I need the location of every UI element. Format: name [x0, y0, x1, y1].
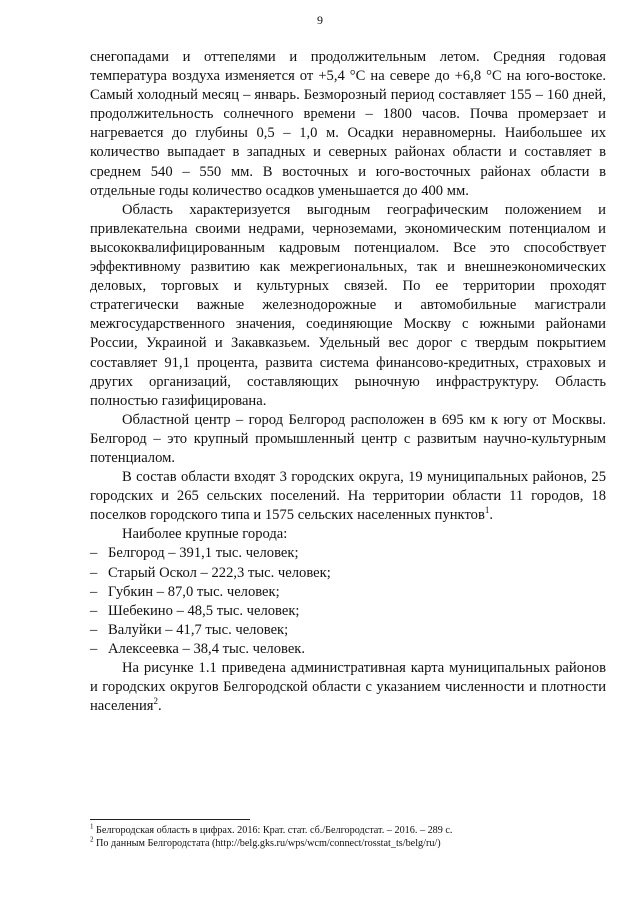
city-entry: Белгород – 391,1 тыс. человек; [108, 545, 299, 562]
city-entry: Валуйки – 41,7 тыс. человек; [108, 621, 289, 638]
list-item [90, 602, 606, 621]
city-entry: Губкин – 87,0 тыс. человек; [108, 583, 280, 600]
city-entry: Алексеевка – 38,4 тыс. человек. [108, 640, 306, 657]
footnote-text: Белгородская область в цифрах. 2016: Крат. стат. сб./Белгородстат. – 2016. – 289 с. [96, 825, 453, 836]
list-item [90, 621, 606, 640]
list-marker: – [90, 621, 98, 638]
list-marker: – [90, 545, 98, 562]
list-marker: – [90, 564, 98, 581]
paragraph-map-reference [90, 659, 606, 716]
footnote-text: По данным Белгородстата (http://belg.gks.ru/wps/wcm/connect/rosstat_ts/belg/ru/) [96, 838, 441, 849]
page-number: 9 [317, 13, 323, 27]
paragraph-climate: снегопадами и оттепелями и продолжительным летом. Средняя годовая температура воздуха изменяется от +5,4 °С на севере до +6,8 °С на юго-востоке. Самый холодный месяц – январь. Безморозный период составляет 155 – 160 дней, продолжительность солнечного времени – 1800 часов. Почва промерзает и нагревается до глубины 0,5 – 1,0 м. Осадки неравномерны. Наибольшее их количество выпадает в западных и северных районах области и составляет в среднем 540 – 550 мм. В восточных и юго-восточных районах области в отдельные годы количество осадков уменьшается до 400 мм. [90, 49, 606, 199]
paragraph-administrative-text: В состав области входят 3 городских округа, 19 муниципальных районов, 25 городских и 265 сельских поселений. На территории области 11 городов, 18 поселков городского типа и 1575 сельских населенных пунктов [90, 469, 606, 524]
list-marker: – [90, 583, 98, 600]
paragraph-geography: Область характеризуется выгодным географическим положением и привлекательна своими недрами, черноземами, экономическим потенциалом и высококвалифицированным кадровым потенциалом. Все это способствует эффективному развитию как межрегиональных, так и внешнеэкономических деловых, торговых и культурных связей. По ее территории проходят стратегически важные железнодорожные и автомобильные магистрали межгосударственного значения, соединяющие Москву с южными районами России, Украиной и Закавказьем. Удельный вес дорог с твердым покрытием составляет 91,1 процента, развита система финансово-кредитных, страховых и других организаций, составляющих рыночную инфраструктуру. Область полностью газифицирована. [90, 201, 606, 409]
paragraph-administrative: В состав области входят 3 городских округа, 19 муниципальных районов, 25 городских и 265 сельских поселений. На территории области 11 городов, 18 поселков городского типа и 1575 сельских населенных пунктов$^1$. [90, 469, 606, 524]
body-text [90, 48, 606, 716]
list-marker: – [90, 640, 98, 657]
city-entry: Шебекино – 48,5 тыс. человек; [108, 602, 300, 619]
map-reference-text: На рисунке 1.1 приведена административная карта муниципальных районов и городских округов Белгородской области с указанием численности и плотности населения [90, 660, 606, 715]
footnote-1 [90, 824, 610, 837]
list-item [90, 583, 606, 602]
list-item [90, 544, 606, 563]
cities-intro: Наиболее крупные города: [122, 526, 288, 543]
footnotes [90, 824, 610, 850]
paragraph-capital: Областной центр – город Белгород расположен в 695 км к югу от Москвы. Белгород – это крупный промышленный центр с развитым научно-культурным потенциалом. [90, 411, 606, 466]
map-reference-end: . [158, 698, 162, 715]
list-item [90, 640, 606, 659]
cities-list [90, 544, 606, 659]
list-marker: – [90, 602, 98, 619]
footnote-ref-1[interactable]: 1 [484, 505, 490, 516]
list-item [90, 564, 606, 583]
footnote-2 [90, 837, 610, 850]
footnote-ref-2[interactable]: 2 [153, 696, 159, 707]
city-entry: Старый Оскол – 222,3 тыс. человек; [108, 564, 331, 581]
footnote-divider [90, 819, 250, 820]
footnote-marker: 2 [90, 835, 94, 844]
footnote-marker: 1 [90, 822, 94, 831]
